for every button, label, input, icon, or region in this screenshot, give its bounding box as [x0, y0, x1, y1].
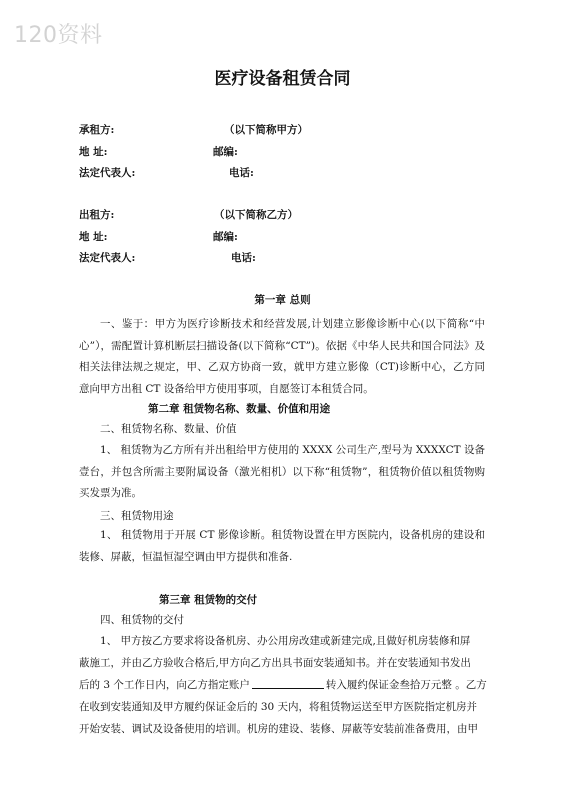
chapter-3-line-1: 1、 甲方按乙方要求将设备机房、办公用房改建或新建完成,且做好机房装修和屏	[100, 635, 471, 647]
lessor-label: 出租方:	[79, 209, 115, 221]
chapter-3-line-3	[79, 677, 487, 692]
chapter-3-line-5: 开始安装、调试及设备使用的培训。机房的建设、装修、屏蔽等安装前准备费用，由甲	[79, 723, 478, 735]
chapter-2-paragraph-1: 1、 租赁物为乙方所有并出租给甲方使用的 XXXX 公司生产,型号为 XXXXCT 设备壹台，并包含所需主要附属设备（激光相机）以下称“租赁物”，租赁物价值以租赁物购买发票为准。	[79, 444, 485, 499]
chapter-3-line-3-end: 转入履约保证金叁拾万元整 。乙方	[325, 679, 487, 691]
section-2-title: 二、租赁物名称、数量、价值	[100, 423, 237, 435]
chapter-1-paragraph: 一、鉴于：甲方为医疗诊断技术和经营发展,计划建立影像诊断中心(以下简称“中心”），需配置计算机断层扫描设备(以下简称“CT”)。依据《中华人民共和国合同法》及相关法律法规之规定，甲、乙双方协商一致，就甲方建立影像（CT)诊断中心，乙方同意向甲方出租 CT 设备给甲方使用事项，自愿签订本租赁合同。	[79, 318, 485, 395]
lessor-rep-label: 法定代表人:	[79, 252, 136, 264]
chapter-3-line-3-start: 后的 3 个工作日内，向乙方指定账户	[79, 679, 250, 691]
watermark: 120资料	[14, 23, 103, 48]
chapter-3-line-2: 蔽施工，并由乙方验收合格后,甲方向乙方出具书面安装通知书。并在安装通知书发出	[79, 657, 471, 669]
chapter-2-heading: 第二章 租赁物名称、数量、价值和用途	[148, 403, 331, 415]
section-3-title: 三、租赁物用途	[100, 510, 174, 522]
lessor-alias: （以下简称乙方）	[214, 209, 298, 221]
chapter-3-heading: 第三章 租赁物的交付	[159, 594, 258, 606]
lessee-postcode-label: 邮编:	[213, 146, 238, 158]
chapter-3-line-4: 在收到安装通知及甲方履约保证金后的 30 天内，将租赁物运送至甲方医院指定机房并	[79, 701, 478, 713]
chapter-2-paragraph-2: 1、 租赁物用于开展 CT 影像诊断。租赁物设置在甲方医院内，设备机房的建设和装修、屏蔽，恒温恒湿空调由甲方提供和准备.	[79, 529, 485, 563]
lessor-postcode-label: 邮编:	[213, 231, 238, 243]
lessor-phone-label: 电话:	[231, 252, 256, 264]
contract-title: 医疗设备租赁合同	[214, 69, 351, 89]
section-4-title: 四、租赁物的交付	[100, 614, 184, 626]
lessee-alias: （以下简称甲方）	[224, 124, 308, 136]
lessee-rep-label: 法定代表人:	[79, 167, 136, 179]
chapter-1-heading: 第一章 总则	[254, 294, 311, 306]
lessee-label: 承租方:	[79, 124, 115, 136]
lessee-phone-label: 电话:	[229, 167, 254, 179]
lessor-address-label: 地 址:	[79, 231, 108, 243]
account-blank-line	[252, 677, 324, 689]
lessee-address-label: 地 址:	[79, 146, 108, 158]
